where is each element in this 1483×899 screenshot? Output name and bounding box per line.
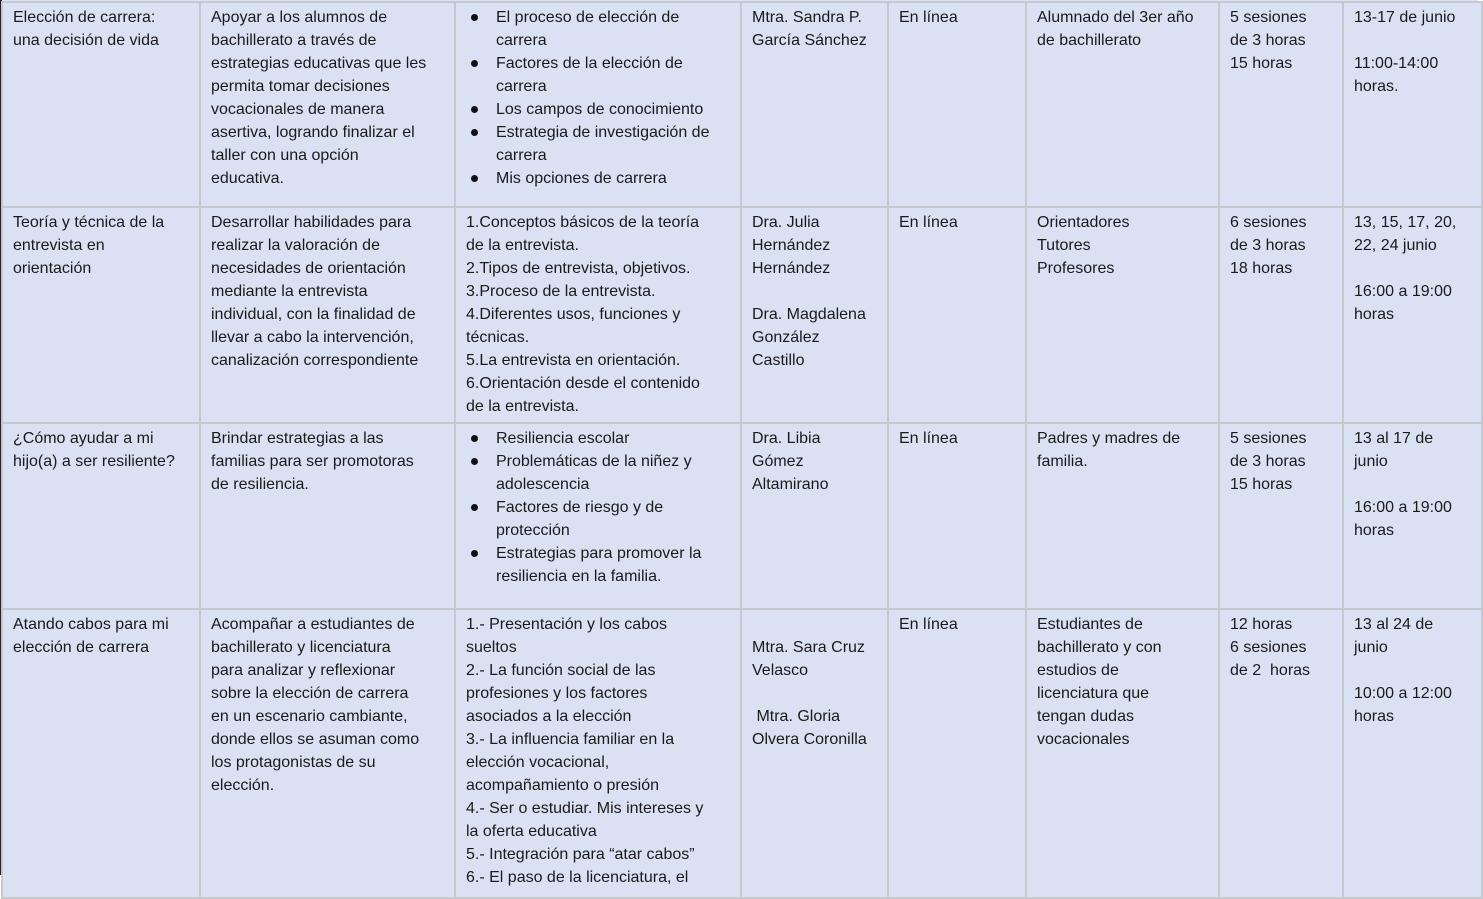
schedule-cell	[1343, 609, 1482, 898]
text-line: Orientadores	[1037, 214, 1130, 231]
text-line: Mtra. Sara Cruz	[752, 639, 865, 656]
text-line: resiliencia en la familia.	[496, 568, 662, 585]
blank-line	[1354, 659, 1475, 682]
text-line: vocacionales	[1037, 731, 1130, 748]
text-line: los protagonistas de su	[211, 754, 376, 771]
text-line: Factores de riesgo y de	[496, 499, 664, 516]
courses-table-body	[2, 2, 1482, 898]
text-line: Los campos de conocimiento	[496, 101, 704, 118]
text-line: protección	[496, 522, 570, 539]
modality-cell	[888, 207, 1026, 423]
text-line: 16:00 a 19:00	[1354, 283, 1452, 300]
text-line: bachillerato y con	[1037, 639, 1162, 656]
blank-line	[752, 613, 881, 636]
text-line: Mtra. Sandra P.	[752, 9, 862, 26]
text-line: horas	[1354, 522, 1395, 539]
text-line: hijo(a) a ser resiliente?	[13, 453, 175, 470]
text-line: estrategias educativas que les	[211, 55, 427, 72]
instructor-cell	[741, 207, 888, 423]
text-line: Hernández	[752, 237, 831, 254]
text-line: 13 al 24 de	[1354, 616, 1434, 633]
contents-cell	[455, 2, 741, 207]
text-line: realizar la valoración de	[211, 237, 380, 254]
text-line: 22, 24 junio	[1354, 237, 1437, 254]
text-line: 6.- El paso de la licenciatura, el	[466, 869, 689, 886]
text-line: de la entrevista.	[466, 237, 579, 254]
text-line: En línea	[899, 214, 958, 231]
text-line: 3.Proceso de la entrevista.	[466, 283, 656, 300]
text-line: Brindar estrategias a las	[211, 430, 384, 447]
schedule-cell	[1343, 207, 1482, 423]
text-line: García Sánchez	[752, 32, 867, 49]
text-line: 10:00 a 12:00	[1354, 685, 1452, 702]
instructor-cell	[741, 423, 888, 609]
list-item	[466, 167, 734, 190]
blank-line	[1354, 473, 1475, 496]
text-line: de 3 horas	[1230, 32, 1306, 49]
text-line: Gómez	[752, 453, 804, 470]
instructor-cell	[741, 2, 888, 207]
text-line: adolescencia	[496, 476, 590, 493]
text-line: Profesores	[1037, 260, 1115, 277]
text-line: educativa.	[211, 170, 284, 187]
text-line: En línea	[899, 616, 958, 633]
audience-cell	[1026, 2, 1219, 207]
list-item	[466, 6, 734, 52]
text-line: Hernández	[752, 260, 831, 277]
text-line: junio	[1354, 639, 1388, 656]
text-line: taller con una opción	[211, 147, 359, 164]
text-line: Estrategias para promover la	[496, 545, 702, 562]
courses-table	[1, 1, 1483, 899]
text-line: de la entrevista.	[466, 398, 579, 415]
text-line: 4.- Ser o estudiar. Mis intereses y	[466, 800, 704, 817]
text-line: 15 horas	[1230, 55, 1293, 72]
text-line: Dra. Magdalena	[752, 306, 866, 323]
text-line: canalización correspondiente	[211, 352, 419, 369]
list-item	[466, 427, 734, 450]
contents-cell	[455, 207, 741, 423]
text-line: tengan dudas	[1037, 708, 1134, 725]
text-line: elección.	[211, 777, 275, 794]
text-line: bachillerato a través de	[211, 32, 377, 49]
text-line: donde ellos se asuman como	[211, 731, 420, 748]
duration-cell	[1219, 207, 1343, 423]
text-line: acompañamiento o presión	[466, 777, 660, 794]
text-line: En línea	[899, 9, 958, 26]
text-line: Atando cabos para mi	[13, 616, 169, 633]
contents-cell	[455, 423, 741, 609]
text-line: 12 horas	[1230, 616, 1293, 633]
text-line: 11:00-14:00	[1354, 55, 1439, 72]
text-line: Elección de carrera:	[13, 9, 156, 26]
blank-line	[1354, 257, 1475, 280]
text-line: 6 sesiones	[1230, 214, 1307, 231]
text-line: 5.La entrevista en orientación.	[466, 352, 681, 369]
text-line: Mtra. Gloria	[752, 708, 841, 725]
text-line: de bachillerato	[1037, 32, 1142, 49]
course-name-cell	[2, 609, 200, 898]
text-line: licenciatura que	[1037, 685, 1150, 702]
text-line: entrevista en	[13, 237, 105, 254]
list-item	[466, 98, 734, 121]
text-line: estudios de	[1037, 662, 1119, 679]
text-line: una decisión de vida	[13, 32, 159, 49]
text-line: Estudiantes de	[1037, 616, 1143, 633]
objective-cell	[200, 207, 455, 423]
text-line: Estrategia de investigación de	[496, 124, 710, 141]
schedule-cell	[1343, 2, 1482, 207]
text-line: necesidades de orientación	[211, 260, 406, 277]
text-line: 15 horas	[1230, 476, 1293, 493]
audience-cell	[1026, 609, 1219, 898]
text-line: Resiliencia escolar	[496, 430, 630, 447]
list-item	[466, 52, 734, 98]
table-row	[2, 423, 1482, 609]
text-line: horas	[1354, 708, 1395, 725]
text-line: la oferta educativa	[466, 823, 597, 840]
text-line: Mis opciones de carrera	[496, 170, 667, 187]
duration-cell	[1219, 423, 1343, 609]
list-item	[466, 496, 734, 542]
text-line: de 3 horas	[1230, 453, 1306, 470]
text-line: sueltos	[466, 639, 517, 656]
objective-cell	[200, 609, 455, 898]
text-line: En línea	[899, 430, 958, 447]
text-line: Padres y madres de	[1037, 430, 1181, 447]
text-line: Alumnado del 3er año	[1037, 9, 1194, 26]
text-line: 1.Conceptos básicos de la teoría	[466, 214, 700, 231]
text-line: 18 horas	[1230, 260, 1293, 277]
text-line: 4.Diferentes usos, funciones y	[466, 306, 681, 323]
text-line: Teoría y técnica de la	[13, 214, 165, 231]
text-line: sobre la elección de carrera	[211, 685, 409, 702]
text-line: orientación	[13, 260, 92, 277]
modality-cell	[888, 423, 1026, 609]
text-line: individual, con la finalidad de	[211, 306, 416, 323]
contents-bullet-list	[466, 427, 734, 588]
modality-cell	[888, 609, 1026, 898]
text-line: familia.	[1037, 453, 1088, 470]
duration-cell	[1219, 609, 1343, 898]
text-line: Apoyar a los alumnos de	[211, 9, 388, 26]
text-line: permita tomar decisiones	[211, 78, 390, 95]
objective-cell	[200, 423, 455, 609]
text-line: Factores de la elección de	[496, 55, 683, 72]
text-line: ¿Cómo ayudar a mi	[13, 430, 154, 447]
text-line: junio	[1354, 453, 1388, 470]
modality-cell	[888, 2, 1026, 207]
contents-bullet-list	[466, 6, 734, 190]
text-line: elección vocacional,	[466, 754, 610, 771]
duration-cell	[1219, 2, 1343, 207]
text-line: 6.Orientación desde el contenido	[466, 375, 700, 392]
text-line: 13-17 de junio	[1354, 9, 1456, 26]
text-line: Dra. Julia	[752, 214, 820, 231]
text-line: Dra. Libia	[752, 430, 821, 447]
text-line: 1.- Presentación y los cabos	[466, 616, 667, 633]
course-name-cell	[2, 2, 200, 207]
text-line: Tutores	[1037, 237, 1091, 254]
text-line: bachillerato y licenciatura	[211, 639, 391, 656]
text-line: familias para ser promotoras	[211, 453, 414, 470]
objective-cell	[200, 2, 455, 207]
text-line: profesiones y los factores	[466, 685, 648, 702]
text-line: asociados a la elección	[466, 708, 632, 725]
text-line: carrera	[496, 32, 547, 49]
text-line: en un escenario cambiante,	[211, 708, 408, 725]
contents-cell	[455, 609, 741, 898]
text-line: 3.- La influencia familiar en la	[466, 731, 675, 748]
course-name-cell	[2, 207, 200, 423]
table-row	[2, 609, 1482, 898]
text-line: 13, 15, 17, 20,	[1354, 214, 1457, 231]
text-line: González	[752, 329, 820, 346]
text-line: Olvera Coronilla	[752, 731, 867, 748]
blank-line	[1354, 29, 1475, 52]
text-line: técnicas.	[466, 329, 530, 346]
text-line: vocacionales de manera	[211, 101, 385, 118]
list-item	[466, 121, 734, 167]
table-row	[2, 207, 1482, 423]
text-line: 5.- Integración para “atar cabos”	[466, 846, 695, 863]
text-line: 5 sesiones	[1230, 9, 1307, 26]
text-line: Acompañar a estudiantes de	[211, 616, 415, 633]
text-line: horas.	[1354, 78, 1399, 95]
instructor-cell	[741, 609, 888, 898]
text-line: carrera	[496, 78, 547, 95]
text-line: de 2 horas	[1230, 662, 1311, 679]
text-line: asertiva, logrando finalizar el	[211, 124, 415, 141]
audience-cell	[1026, 423, 1219, 609]
text-line: El proceso de elección de	[496, 9, 680, 26]
text-line: Desarrollar habilidades para	[211, 214, 412, 231]
text-line: carrera	[496, 147, 547, 164]
text-line: Altamirano	[752, 476, 829, 493]
text-line: de 3 horas	[1230, 237, 1306, 254]
audience-cell	[1026, 207, 1219, 423]
schedule-cell	[1343, 423, 1482, 609]
text-line: horas	[1354, 306, 1395, 323]
text-line: llevar a cabo la intervención,	[211, 329, 414, 346]
text-line: Castillo	[752, 352, 805, 369]
course-name-cell	[2, 423, 200, 609]
blank-line	[752, 682, 881, 705]
text-line: elección de carrera	[13, 639, 150, 656]
blank-line	[752, 280, 881, 303]
list-item	[466, 450, 734, 496]
text-line: 6 sesiones	[1230, 639, 1307, 656]
text-line: 13 al 17 de	[1354, 430, 1434, 447]
text-line: Problemáticas de la niñez y	[496, 453, 692, 470]
text-line: para analizar y reflexionar	[211, 662, 396, 679]
text-line: 16:00 a 19:00	[1354, 499, 1452, 516]
table-row	[2, 2, 1482, 207]
list-item	[466, 542, 734, 588]
text-line: de resiliencia.	[211, 476, 309, 493]
text-line: mediante la entrevista	[211, 283, 368, 300]
text-line: 5 sesiones	[1230, 430, 1307, 447]
text-line: Velasco	[752, 662, 809, 679]
text-line: 2.- La función social de las	[466, 662, 656, 679]
text-line: 2.Tipos de entrevista, objetivos.	[466, 260, 691, 277]
